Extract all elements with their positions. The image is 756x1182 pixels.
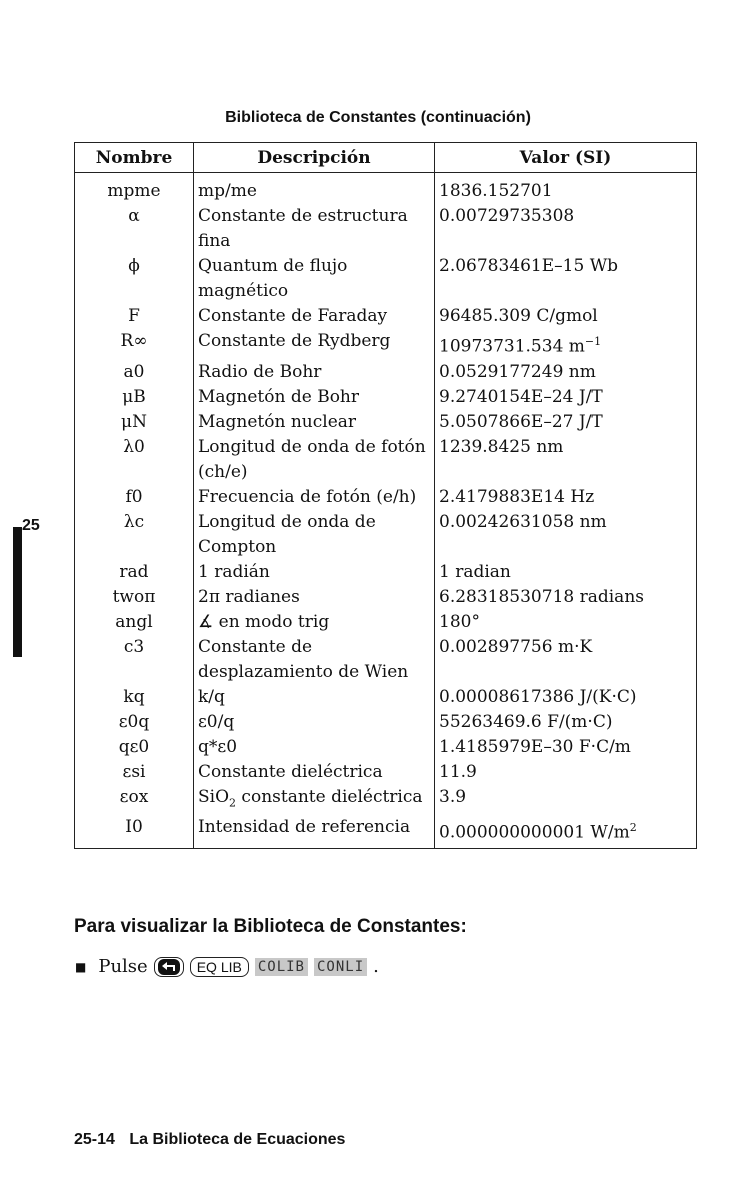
constant-description: 2π radianes [194, 585, 435, 610]
constant-name: a0 [123, 361, 145, 382]
table-row [75, 485, 697, 510]
instruction-verb: Pulse [98, 956, 148, 977]
column-header-name: Nombre [75, 143, 194, 173]
constant-description: Constante de Rydberg [194, 329, 435, 360]
constant-value: 2.06783461E–15 Wb [435, 254, 697, 304]
constant-value: 0.00729735308 [435, 204, 697, 254]
eq-lib-key: EQ LIB [190, 957, 249, 977]
page-footer [74, 1131, 345, 1149]
table-title: Biblioteca de Constantes (continuación) [225, 109, 531, 126]
constant-value: 1.4185979E–30 F·C/m [435, 735, 697, 760]
constant-description: Constante dieléctrica [194, 760, 435, 785]
constant-name: λc [123, 511, 145, 532]
constant-value: 5.0507866E–27 J/T [435, 410, 697, 435]
table-row [75, 585, 697, 610]
table-row [75, 560, 697, 585]
constant-value: 1239.8425 nm [435, 435, 697, 485]
description-subscript: 2 [229, 796, 237, 810]
constant-name: qε0 [118, 736, 150, 757]
left-shift-key [154, 957, 184, 977]
constants-table [74, 142, 697, 849]
constant-description: Intensidad de referencia [194, 815, 435, 848]
constant-value: 3.9 [435, 785, 697, 815]
table-row [75, 710, 697, 735]
constant-description: Radio de Bohr [194, 360, 435, 385]
constant-description: Magnetón nuclear [194, 410, 435, 435]
bullet: ■ [75, 959, 87, 974]
constant-description: Longitud de onda de Compton [194, 510, 435, 560]
value-superscript: 2 [629, 821, 637, 835]
table-row [75, 815, 697, 848]
constant-name: kq [123, 686, 145, 707]
constant-description: ∡ en modo trig [194, 610, 435, 635]
constant-value: 0.002897756 m·K [435, 635, 697, 685]
constant-name: εox [119, 786, 149, 807]
constant-description: Constante de Faraday [194, 304, 435, 329]
constant-name: α [128, 206, 140, 226]
value-text: 10973731.534 m [439, 336, 585, 357]
colib-menu-key: COLIB [255, 958, 308, 976]
value-superscript: −1 [584, 335, 602, 348]
table-row [75, 360, 697, 385]
page-number: 25-14 [74, 1131, 115, 1148]
table-row [75, 254, 697, 304]
constant-value: 1 radian [435, 560, 697, 585]
constant-value: 0.00008617386 J/(K·C) [435, 685, 697, 710]
constant-value: 180° [435, 610, 697, 635]
instruction-line [75, 956, 379, 977]
table-row [75, 510, 697, 560]
table-body [75, 173, 697, 849]
chapter-tab-bar [13, 527, 22, 657]
constant-name: twoπ [112, 586, 156, 607]
table-row [75, 435, 697, 485]
constant-description: mp/me [194, 173, 435, 205]
constant-name: λ0 [123, 436, 145, 457]
constant-name: c3 [123, 636, 145, 657]
constant-description: Constante de estructura fina [194, 204, 435, 254]
table-header-row [75, 143, 697, 173]
constant-description: Frecuencia de fotón (e/h) [194, 485, 435, 510]
constant-value [435, 815, 697, 848]
constant-name: I0 [125, 817, 143, 838]
constant-description: 1 radián [194, 560, 435, 585]
constant-name: μB [122, 386, 146, 407]
column-header-value: Valor (SI) [435, 143, 697, 173]
section-heading: Para visualizar la Biblioteca de Constantes: [74, 916, 467, 937]
table-row [75, 329, 697, 360]
constant-value: 2.4179883E14 Hz [435, 485, 697, 510]
table-row [75, 685, 697, 710]
constant-description: k/q [194, 685, 435, 710]
constant-description: ε0/q [194, 710, 435, 735]
table-row [75, 610, 697, 635]
constant-description [194, 785, 435, 815]
constant-value [435, 329, 697, 360]
left-shift-arrow-icon [158, 959, 180, 975]
table-row [75, 735, 697, 760]
constant-description: Constante de desplazamiento de Wien [194, 635, 435, 685]
constant-name: f0 [125, 486, 143, 507]
chapter-tab-number: 25 [22, 517, 40, 534]
constant-name: R∞ [120, 331, 148, 351]
column-header-description: Descripción [194, 143, 435, 173]
constant-name: F [128, 306, 140, 326]
constant-description: q*ε0 [194, 735, 435, 760]
table-row [75, 760, 697, 785]
value-text: 0.000000000001 W/m [439, 822, 630, 843]
constant-description: Quantum de flujo magnético [194, 254, 435, 304]
constant-name: μN [121, 411, 147, 432]
constant-name: εsi [122, 761, 146, 782]
constant-name: ϕ [128, 256, 140, 276]
constant-name: ε0q [118, 711, 150, 732]
constant-value: 96485.309 C/gmol [435, 304, 697, 329]
conli-menu-key: CONLI [314, 958, 367, 976]
table-row [75, 635, 697, 685]
table-row [75, 173, 697, 205]
table-row [75, 304, 697, 329]
constant-value: 0.00242631058 nm [435, 510, 697, 560]
table-row [75, 385, 697, 410]
constant-name: angl [115, 611, 153, 632]
constant-description: Magnetón de Bohr [194, 385, 435, 410]
constant-value: 6.28318530718 radians [435, 585, 697, 610]
constant-value: 1836.152701 [435, 173, 697, 205]
constant-value: 11.9 [435, 760, 697, 785]
constant-name: mpme [107, 181, 161, 201]
table-row [75, 785, 697, 815]
constant-value: 0.0529177249 nm [435, 360, 697, 385]
chapter-title: La Biblioteca de Ecuaciones [129, 1131, 346, 1148]
constant-name: rad [119, 561, 149, 582]
description-text: SiO [198, 786, 230, 807]
constant-value: 9.2740154E–24 J/T [435, 385, 697, 410]
instruction-period: . [373, 956, 379, 977]
description-tail: constante dieléctrica [236, 786, 423, 807]
table-row [75, 410, 697, 435]
constant-value: 55263469.6 F/(m·C) [435, 710, 697, 735]
table-row [75, 204, 697, 254]
constant-description: Longitud de onda de fotón (ch/e) [194, 435, 435, 485]
